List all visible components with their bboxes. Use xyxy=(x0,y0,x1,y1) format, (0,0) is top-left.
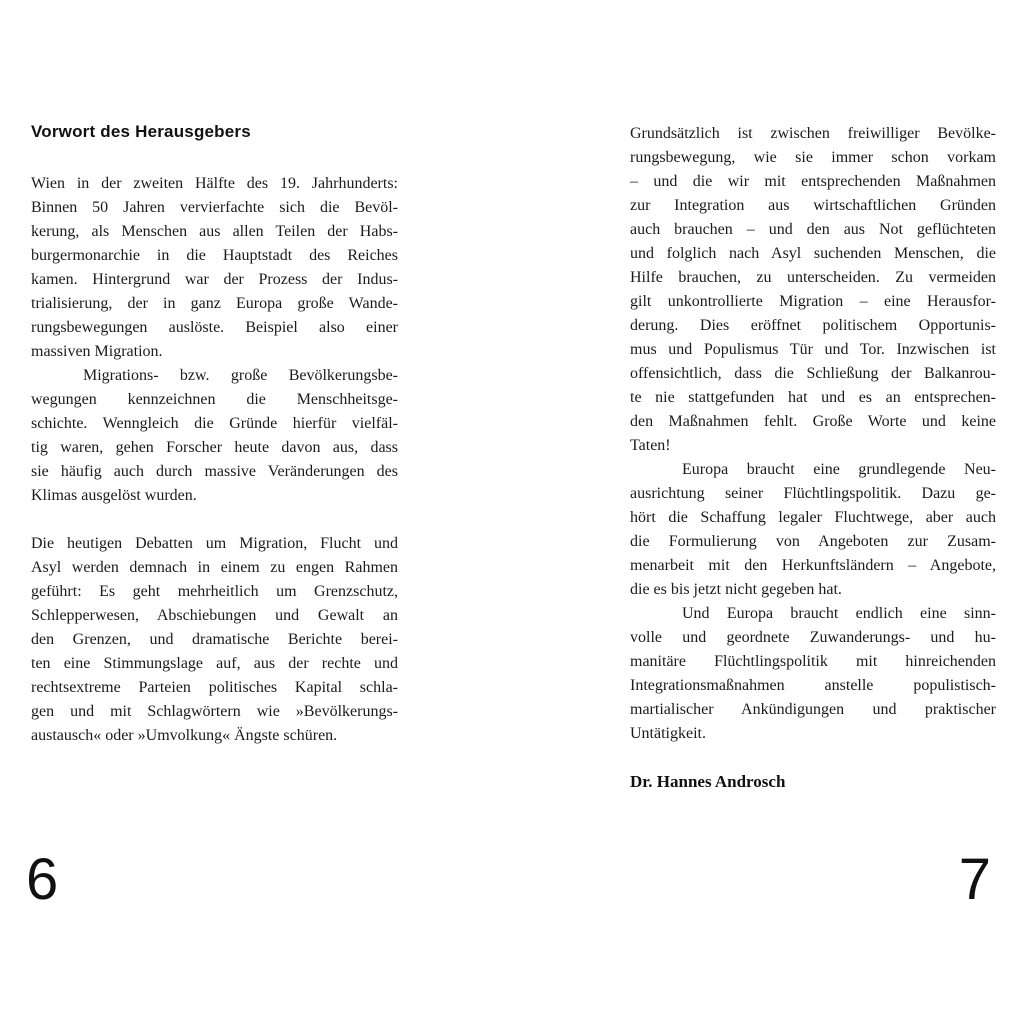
right-page xyxy=(512,0,1024,1024)
text-line: Die heutigen Debatten um Migration, Flucht und xyxy=(31,535,398,552)
text-line: trialisierung, der in ganz Europa große Wande- xyxy=(31,295,398,312)
text-line: rungsbewegungen auslöste. Beispiel also einer xyxy=(31,319,398,336)
text-line: Und Europa braucht endlich eine sinn- xyxy=(682,605,996,622)
text-line: den Maßnahmen fehlt. Große Worte und keine xyxy=(630,413,996,430)
text-line: gilt unkontrollierte Migration – eine Herausfor- xyxy=(630,293,996,310)
text-line: Klimas ausgelöst wurden. xyxy=(31,487,197,504)
text-line: ausrichtung seiner Flüchtlingspolitik. Dazu ge- xyxy=(630,485,996,502)
right-column xyxy=(630,122,996,794)
text-line: hört die Schaffung legaler Fluchtwege, aber auch xyxy=(630,509,996,526)
text-line: wegungen kennzeichnen die Menschheitsge- xyxy=(31,391,398,408)
paragraph xyxy=(630,122,996,458)
right-page-body xyxy=(630,122,996,746)
text-line: geführt: Es geht mehrheitlich um Grenzschutz, xyxy=(31,583,398,600)
text-line: te nie stattgefunden hat und es an entsprechen- xyxy=(630,389,996,406)
text-line: Binnen 50 Jahren vervierfachte sich die Bevöl- xyxy=(31,199,398,216)
text-line: die es bis jetzt nicht gegeben hat. xyxy=(630,581,842,598)
text-line: kamen. Hintergrund war der Prozess der Indus- xyxy=(31,271,398,288)
text-line: sie häufig auch durch massive Veränderungen des xyxy=(31,463,398,480)
text-line: den Grenzen, und dramatische Berichte berei- xyxy=(31,631,398,648)
text-line: rechtsextreme Parteien politisches Kapital schla- xyxy=(31,679,398,696)
text-line: Asyl werden demnach in einem zu engen Rahmen xyxy=(31,559,398,576)
text-line: Integrationsmaßnahmen anstelle populistisch- xyxy=(630,677,996,694)
text-line: massiven Migration. xyxy=(31,343,163,360)
text-line: Taten! xyxy=(630,437,671,454)
text-line: tig waren, gehen Forscher heute davon aus, dass xyxy=(31,439,398,456)
page-number-left: 6 xyxy=(26,847,59,912)
text-line: – und die wir mit entsprechenden Maßnahmen xyxy=(630,173,996,190)
text-line: Untätigkeit. xyxy=(630,725,706,742)
text-line: kerung, als Menschen aus allen Teilen der Habs- xyxy=(31,223,398,240)
text-line: burgermonarchie in die Hauptstadt des Reiches xyxy=(31,247,398,264)
text-line: auch brauchen – und den aus Not geflüchteten xyxy=(630,221,996,238)
text-line: manitäre Flüchtlingspolitik mit hinreichenden xyxy=(630,653,996,670)
text-line: zur Integration aus wirtschaftlichen Gründen xyxy=(630,197,996,214)
paragraph xyxy=(630,458,996,602)
paragraph xyxy=(31,172,398,364)
text-line: Hilfe brauchen, zu unterscheiden. Zu vermeiden xyxy=(630,269,996,286)
text-line: Europa braucht eine grundlegende Neu- xyxy=(682,461,996,478)
text-line: offensichtlich, dass die Schließung der Balkanrou- xyxy=(630,365,996,382)
text-line: derung. Dies eröffnet politischem Opportunis- xyxy=(630,317,996,334)
text-line: martialischer Ankündigungen und praktischer xyxy=(630,701,996,718)
left-column xyxy=(31,121,398,748)
text-line: austausch« oder »Umvolkung« Ängste schüren. xyxy=(31,727,338,744)
text-line: Schlepperwesen, Abschiebungen und Gewalt an xyxy=(31,607,398,624)
text-line: Grundsätzlich ist zwischen freiwilliger Bevölke- xyxy=(630,125,996,142)
text-line: mus und Populismus Tür und Tor. Inzwischen ist xyxy=(630,341,996,358)
text-line: die Formulierung von Angeboten zur Zusam- xyxy=(630,533,996,550)
text-line: volle und geordnete Zuwanderungs- und hu- xyxy=(630,629,996,646)
text-line: Wien in der zweiten Hälfte des 19. Jahrhunderts: xyxy=(31,175,398,192)
text-line: rungsbewegung, wie sie immer schon vorkam xyxy=(630,149,996,166)
author-signature: Dr. Hannes Androsch xyxy=(630,772,786,791)
text-line: ten eine Stimmungslage auf, aus der rechte und xyxy=(31,655,398,672)
paragraph xyxy=(31,364,398,508)
text-line: gen und mit Schlagwörtern wie »Bevölkerungs- xyxy=(31,703,398,720)
text-line: menarbeit mit den Herkunftsländern – Angebote, xyxy=(630,557,996,574)
text-line: Migrations- bzw. große Bevölkerungsbe- xyxy=(83,367,398,384)
left-page-body xyxy=(31,172,398,748)
page-number-right: 7 xyxy=(958,847,991,912)
text-line: und folglich nach Asyl suchenden Menschen, die xyxy=(630,245,996,262)
paragraph xyxy=(31,532,398,748)
section-heading: Vorwort des Herausgebers xyxy=(31,122,251,141)
paragraph xyxy=(630,602,996,746)
text-line: schichte. Wenngleich die Gründe hierfür vielfäl- xyxy=(31,415,398,432)
